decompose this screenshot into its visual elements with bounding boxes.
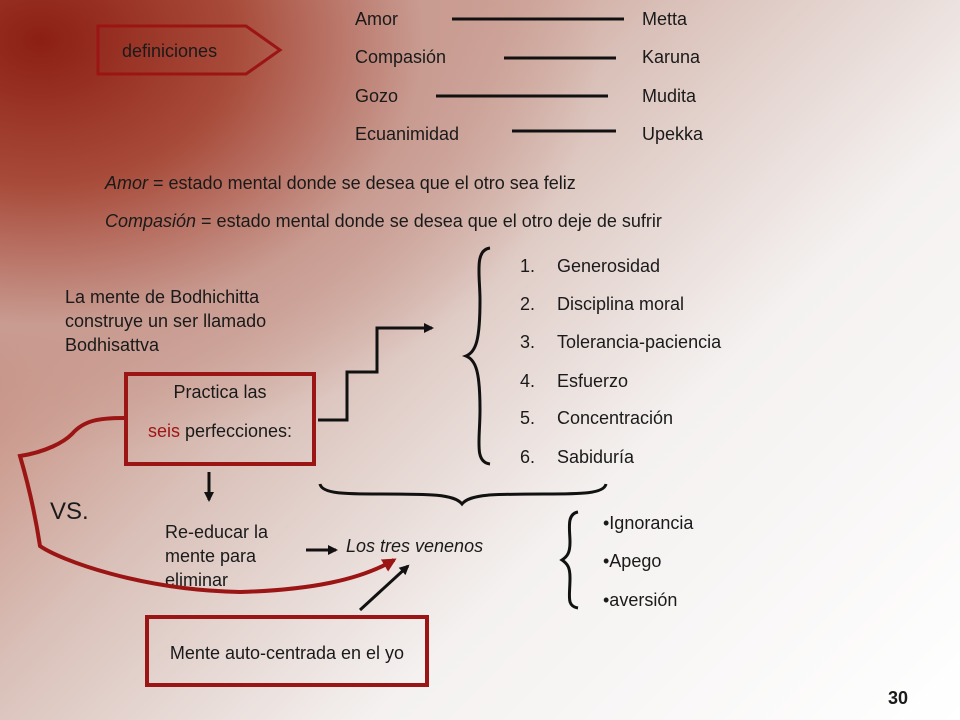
- reeducate-line-1: Re-educar la: [165, 522, 269, 542]
- horizontal-brace: [320, 484, 606, 504]
- perfection-concentracion: Concentración: [557, 408, 674, 428]
- pair-mudita: Mudita: [642, 86, 697, 106]
- bodhichitta-line-1: La mente de Bodhichitta: [65, 287, 260, 307]
- pair-ecuanimidad: Ecuanimidad: [355, 124, 460, 144]
- poison-apego: •Apego: [603, 551, 662, 571]
- perfection-num-4: 4.: [520, 371, 536, 391]
- stair-connector: [318, 328, 432, 420]
- definition-compasion-text: = estado mental donde se desea que el otro deje de sufrir: [196, 211, 662, 231]
- perfection-tolerancia: Tolerancia-paciencia: [557, 332, 722, 352]
- definition-compasion-term: Compasión: [105, 211, 197, 231]
- three-poisons-label: Los tres venenos: [346, 536, 484, 556]
- vs-label: VS.: [50, 498, 89, 525]
- perfection-disciplina: Disciplina moral: [557, 294, 685, 314]
- reeducate-line-2: mente para: [165, 546, 257, 566]
- perfection-num-5: 5.: [520, 408, 536, 428]
- bodhichitta-line-3: Bodhisattva: [65, 335, 160, 355]
- bodhichitta-line-2: construye un ser llamado: [65, 311, 267, 331]
- pair-karuna: Karuna: [642, 47, 701, 67]
- perfection-num-2: 2.: [520, 294, 536, 314]
- perfection-num-1: 1.: [520, 256, 536, 276]
- pair-gozo: Gozo: [355, 86, 399, 106]
- perfection-sabiduria: Sabiduría: [557, 447, 635, 467]
- perfection-generosidad: Generosidad: [557, 256, 661, 276]
- poisons-brace: [562, 512, 578, 608]
- self-centered-text: Mente auto-centrada en el yo: [169, 643, 405, 663]
- page-number: 30: [888, 688, 909, 708]
- perfection-num-3: 3.: [520, 332, 536, 352]
- definitions-tag: definiciones: [122, 41, 218, 61]
- poison-ignorancia: •Ignorancia: [603, 513, 694, 533]
- pair-amor: Amor: [355, 9, 399, 29]
- practice-line-2-rest: perfecciones:: [179, 421, 293, 441]
- definition-amor-term: Amor: [105, 173, 149, 193]
- pair-upekka: Upekka: [642, 124, 704, 144]
- perfections-brace: [466, 248, 490, 464]
- reeducate-line-3: eliminar: [165, 570, 229, 590]
- practice-highlight: seis: [147, 421, 180, 441]
- perfection-num-6: 6.: [520, 447, 536, 467]
- poison-aversion: •aversión: [603, 590, 678, 610]
- pair-metta: Metta: [642, 9, 688, 29]
- definition-amor-text: = estado mental donde se desea que el otro sea feliz: [148, 173, 576, 193]
- vs-bracket: [20, 418, 394, 592]
- practice-line-1: Practica las: [173, 382, 267, 402]
- perfection-esfuerzo: Esfuerzo: [557, 371, 629, 391]
- pair-compasion: Compasión: [355, 47, 447, 67]
